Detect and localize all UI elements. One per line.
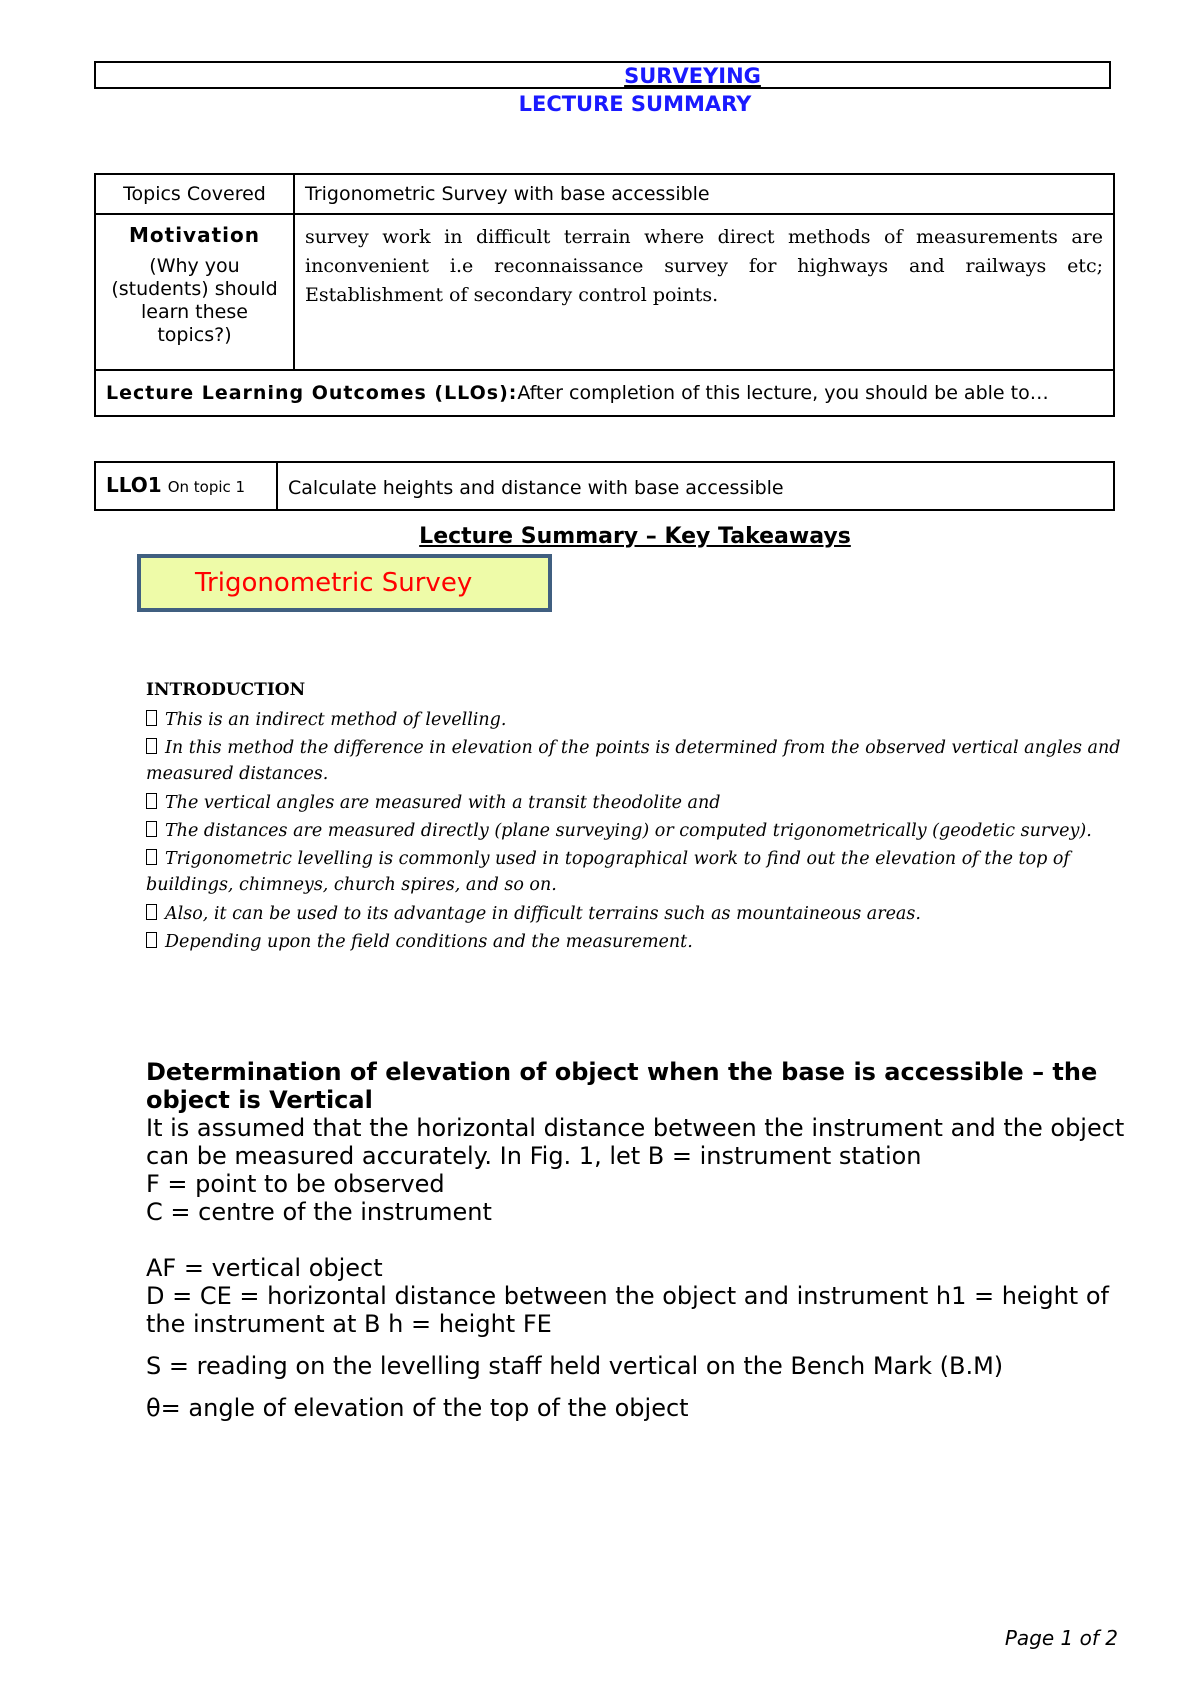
- motivation-value: survey work in difficult terrain where direct methods of measurements are inconvenient i.e reconnaissance survey for highways and railways etc; Establishment of secondary control points.: [294, 214, 1114, 370]
- list-item: Trigonometric levelling is commonly used in topographical work to find out the elevation of the top of buildings, chimneys, church spires, and so on.: [146, 849, 1070, 895]
- llo-text: After completion of this lecture, you should be able to…: [517, 382, 1049, 404]
- introduction: [146, 676, 1126, 956]
- motivation-label: Motivation: [129, 223, 260, 247]
- bullet-box-icon: [146, 849, 157, 865]
- list-item: This is an indirect method of levelling.: [146, 706, 1126, 734]
- topics-label: Topics Covered: [95, 174, 294, 214]
- determination-line: It is assumed that the horizontal distance between the instrument and the object can be measured accurately. In Fig. 1, let B = instrument station: [146, 1114, 1125, 1170]
- llo1-sub: On topic 1: [167, 478, 246, 496]
- llo1-label-cell: [95, 462, 277, 510]
- llo-label: Lecture Learning Outcomes (LLOs):: [106, 382, 518, 404]
- info-table: [94, 173, 1115, 417]
- key-takeaways-title: Lecture Summary – Key Takeaways: [419, 524, 851, 549]
- course-title: SURVEYING: [624, 64, 761, 88]
- list-item: In this method the difference in elevation of the points is determined from the observed vertical angles and measured distances.: [146, 738, 1121, 784]
- determination-section: [146, 1058, 1136, 1422]
- bullet-box-icon: [146, 738, 157, 754]
- motivation-sub: (Why you (students) should learn these topics?): [111, 255, 278, 346]
- determination-line: AF = vertical object: [146, 1254, 383, 1282]
- list-item: The vertical angles are measured with a transit theodolite and: [146, 789, 1126, 817]
- determination-line: C = centre of the instrument: [146, 1198, 492, 1226]
- bullet-box-icon: [146, 710, 157, 726]
- bullet-box-icon: [146, 793, 157, 809]
- list-item: Also, it can be used to its advantage in difficult terrains such as mountaineous areas.: [146, 900, 1126, 928]
- motivation-cell: [95, 214, 294, 370]
- bullet-box-icon: [146, 932, 157, 948]
- bullet-box-icon: [146, 904, 157, 920]
- determination-line: S = reading on the levelling staff held vertical on the Bench Mark (B.M): [146, 1352, 1004, 1380]
- topics-value: Trigonometric Survey with base accessible: [294, 174, 1114, 214]
- list-item: Depending upon the field conditions and the measurement.: [146, 928, 1126, 956]
- determination-line: θ= angle of elevation of the top of the object: [146, 1394, 689, 1422]
- llo1-label: LLO1: [106, 473, 162, 497]
- determination-heading: Determination of elevation of object when the base is accessible – the object is Vertical: [146, 1058, 1098, 1114]
- header-box: [94, 61, 1111, 89]
- llo-intro: [95, 370, 1114, 416]
- lecture-summary-title: LECTURE SUMMARY: [518, 92, 752, 116]
- list-item: The distances are measured directly (plane surveying) or computed trigonometrically (geodetic survey).: [146, 818, 1126, 844]
- llo1-table: [94, 461, 1115, 511]
- llo1-value: Calculate heights and distance with base accessible: [277, 462, 1114, 510]
- bullet-box-icon: [146, 821, 157, 837]
- introduction-heading: INTRODUCTION: [146, 680, 306, 700]
- determination-line: D = CE = horizontal distance between the object and instrument h1 = height of the instrument at B h = height FE: [146, 1282, 1109, 1338]
- page-number: Page 1 of 2: [1004, 1626, 1118, 1650]
- section-box: Trigonometric Survey: [137, 554, 552, 612]
- determination-line: F = point to be observed: [146, 1170, 445, 1198]
